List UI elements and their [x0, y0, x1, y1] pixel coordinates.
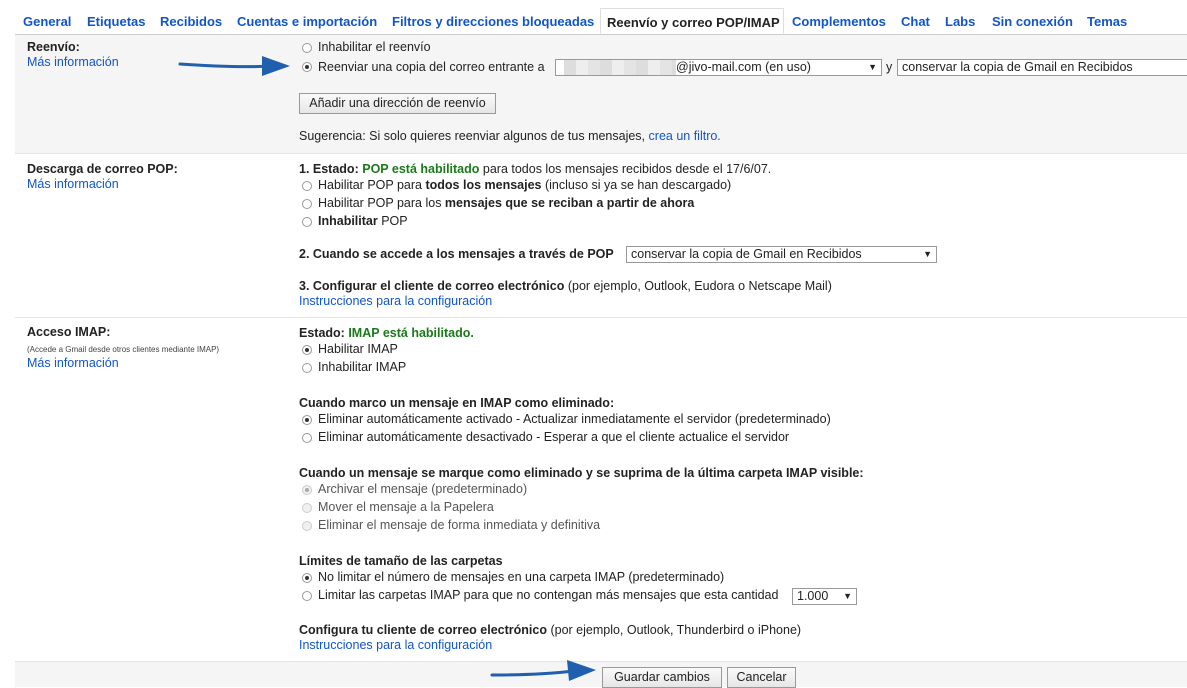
pop-q3-bold: 3. Configurar el cliente de correo electrónico: [299, 279, 565, 293]
no-limit-label: No limitar el número de mensajes en una carpeta IMAP (predeterminado): [318, 570, 725, 584]
pop-instructions-link[interactable]: Instrucciones para la configuración: [299, 294, 493, 308]
pop-opt1-post: (incluso si ya se han descargado): [544, 178, 732, 192]
forwarding-keep-value: conservar la copia de Gmail en Recibidos: [902, 60, 1133, 74]
tab-forwarding-pop-imap[interactable]: Reenvío y correo POP/IMAP: [600, 8, 784, 34]
pop-opt3-post: POP: [381, 214, 408, 228]
imap-enable-label: Habilitar IMAP: [318, 342, 398, 356]
tab-general[interactable]: General: [23, 14, 72, 29]
auto-expunge-on-radio[interactable]: [302, 415, 312, 425]
forwarding-disable-label: Inhabilitar el reenvío: [318, 40, 431, 54]
archive-message-label: Archivar el mensaje (predeterminado): [318, 482, 528, 496]
forwarding-section: [15, 35, 1187, 154]
imap-status: [299, 326, 474, 340]
imap-instructions-link[interactable]: Instrucciones para la configuración: [299, 638, 493, 652]
imap-status-value: IMAP está habilitado.: [348, 326, 474, 340]
auto-expunge-on-label: Eliminar automáticamente activado - Actualizar inmediatamente el servidor (predeterminado): [318, 412, 831, 426]
pop-opt2-bold: mensajes que se reciban a partir de ahora: [444, 196, 695, 210]
forwarding-label: Reenvío:: [27, 40, 80, 54]
folder-limits-title: Límites de tamaño de las carpetas: [299, 554, 503, 568]
tab-accounts[interactable]: Cuentas e importación: [237, 14, 378, 29]
imap-label: Acceso IMAP:: [27, 325, 111, 339]
pop-opt2-pre: Habilitar POP para los: [318, 196, 442, 210]
limit-folders-radio[interactable]: [302, 591, 312, 601]
imap-client-bold: Configura tu cliente de correo electrónico: [299, 623, 547, 637]
pop-more-info-link[interactable]: Más información: [27, 177, 119, 191]
tab-labels[interactable]: Etiquetas: [87, 14, 146, 29]
delete-forever-radio[interactable]: [302, 521, 312, 531]
pop-opt1-pre: Habilitar POP para: [318, 178, 422, 192]
save-changes-button[interactable]: Guardar cambios: [602, 667, 722, 688]
imap-enable-radio[interactable]: [302, 345, 312, 355]
pop-status-number: 1. Estado:: [299, 162, 359, 176]
tab-chat[interactable]: Chat: [901, 14, 930, 29]
pop-disable-label: [318, 214, 408, 228]
pop-enable-new-radio[interactable]: [302, 199, 312, 209]
add-forwarding-address-button[interactable]: Añadir una dirección de reenvío: [299, 93, 496, 114]
imap-status-label: Estado:: [299, 326, 345, 340]
cancel-button[interactable]: Cancelar: [727, 667, 796, 688]
tab-inbox[interactable]: Recibidos: [160, 14, 223, 29]
pop-status: [299, 162, 771, 176]
delete-forever-label: Eliminar el mensaje de forma inmediata y definitiva: [318, 518, 601, 532]
limit-folders-label: Limitar las carpetas IMAP para que no contengan más mensajes que esta cantidad: [318, 588, 779, 602]
forwarding-disable-radio[interactable]: [302, 43, 312, 53]
chevron-down-icon: ▼: [843, 591, 852, 601]
folder-limit-value: 1.000: [797, 589, 829, 603]
imap-note: (Accede a Gmail desde otros clientes mediante IMAP): [27, 345, 220, 354]
imap-deleted-title: Cuando marco un mensaje en IMAP como eliminado:: [299, 396, 615, 410]
pop-enable-all-label: [318, 178, 731, 192]
forwarding-address-value: @jivo-mail.com (en uso): [676, 60, 811, 74]
pop-q3-rest: (por ejemplo, Outlook, Eudora o Netscape Mail): [567, 279, 832, 293]
imap-client-rest: (por ejemplo, Outlook, Thunderbird o iPhone): [550, 623, 802, 637]
pop-access-question: 2. Cuando se accede a los mensajes a través de POP: [299, 247, 614, 261]
pop-client-config: [299, 279, 832, 293]
tab-offline[interactable]: Sin conexión: [992, 14, 1073, 29]
imap-disable-radio[interactable]: [302, 363, 312, 373]
tab-filters[interactable]: Filtros y direcciones bloqueadas: [392, 14, 595, 29]
blue-arrow-icon: [178, 54, 293, 80]
auto-expunge-off-label: Eliminar automáticamente desactivado - Esperar a que el cliente actualice el servidor: [318, 430, 790, 444]
archive-message-radio[interactable]: [302, 485, 312, 495]
tab-themes[interactable]: Temas: [1087, 14, 1128, 29]
tab-labs[interactable]: Labs: [945, 14, 976, 29]
pop-opt1-bold: todos los mensajes: [425, 178, 542, 192]
forwarding-more-info-link[interactable]: Más información: [27, 55, 119, 69]
pop-access-select[interactable]: [626, 246, 937, 263]
settings-footer: [15, 662, 1187, 687]
imap-more-info-link[interactable]: Más información: [27, 356, 119, 370]
pop-disable-radio[interactable]: [302, 217, 312, 227]
pop-opt3-bold: Inhabilitar: [318, 214, 378, 228]
forwarding-enable-radio[interactable]: [302, 62, 312, 72]
forwarding-address-select[interactable]: [555, 59, 882, 76]
chevron-down-icon: ▼: [868, 62, 877, 72]
pop-status-value: POP está habilitado: [362, 162, 480, 176]
move-to-trash-label: Mover el mensaje a la Papelera: [318, 500, 494, 514]
chevron-down-icon: ▼: [923, 249, 932, 259]
pop-label: Descarga de correo POP:: [27, 162, 178, 176]
move-to-trash-radio[interactable]: [302, 503, 312, 513]
pop-enable-all-radio[interactable]: [302, 181, 312, 191]
blue-arrow-icon: [490, 656, 600, 686]
forwarding-keep-select[interactable]: [897, 59, 1187, 76]
tab-addons[interactable]: Complementos: [792, 14, 886, 29]
pop-status-rest: para todos los mensajes recibidos desde el 17/6/07.: [482, 162, 772, 176]
imap-client-config: [299, 623, 801, 637]
pop-access-value: conservar la copia de Gmail en Recibidos: [631, 247, 862, 261]
forwarding-hint-text: Sugerencia: Si solo quieres reenviar algunos de tus mensajes,: [299, 129, 646, 143]
create-filter-link[interactable]: crea un filtro.: [648, 129, 721, 143]
forwarding-enable-label: Reenviar una copia del correo entrante a: [318, 60, 545, 74]
forwarding-hint: [299, 129, 721, 143]
forwarding-and-label: y: [886, 60, 893, 74]
no-limit-radio[interactable]: [302, 573, 312, 583]
settings-tabs: [15, 8, 1187, 35]
imap-expunge-title: Cuando un mensaje se marque como eliminado y se suprima de la última carpeta IMAP visible:: [299, 466, 864, 480]
folder-limit-select[interactable]: [792, 588, 857, 605]
auto-expunge-off-radio[interactable]: [302, 433, 312, 443]
pop-section: [15, 154, 1187, 318]
imap-section: [15, 318, 1187, 662]
imap-disable-label: Inhabilitar IMAP: [318, 360, 407, 374]
pop-enable-new-label: [318, 196, 694, 210]
redacted-address: [564, 60, 676, 76]
